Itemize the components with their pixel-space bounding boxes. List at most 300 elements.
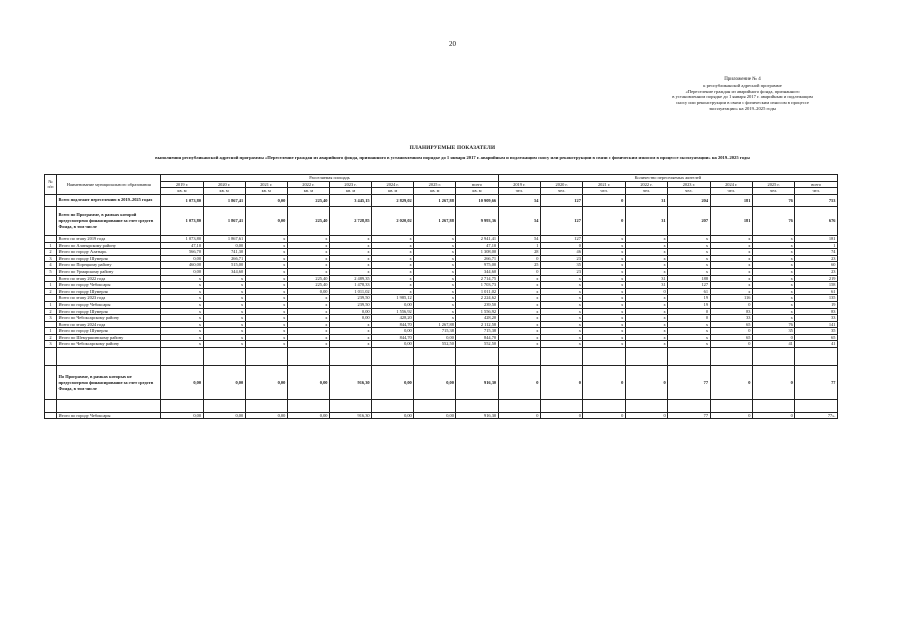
table-cell — [456, 348, 498, 366]
table-cell: х — [203, 275, 245, 282]
appendix-line: «Переселение граждан из аварийного фонда, признанного — [685, 88, 800, 94]
table-row — [45, 288, 838, 295]
table-cell: 0,00 — [203, 242, 245, 249]
table-cell: 2 829,02 — [372, 194, 414, 206]
table-cell: 0,00 — [329, 308, 371, 315]
table-cell: х — [245, 315, 287, 322]
row-number: 2 — [45, 334, 57, 341]
row-name: Итого по городу Чебоксары — [57, 282, 161, 289]
table-cell: 33 — [710, 315, 752, 322]
table-cell: 1 985,12 — [372, 295, 414, 302]
table-cell: х — [372, 235, 414, 242]
table-cell: х — [583, 295, 625, 302]
table-cell: х — [161, 282, 203, 289]
table-cell: х — [287, 249, 329, 256]
row-number — [45, 321, 57, 328]
table-cell — [752, 348, 794, 366]
table-cell: х — [414, 235, 456, 242]
table-cell: 225,40 — [287, 194, 329, 206]
table-cell: х — [583, 315, 625, 322]
table-cell: 0,00 — [161, 412, 203, 419]
table-cell — [541, 400, 583, 412]
table-cell: х — [625, 328, 667, 335]
table-row — [45, 308, 838, 315]
table-cell: 0 — [752, 365, 794, 400]
table-cell: х — [498, 275, 540, 282]
row-name: Итого по городу Чебоксары — [57, 301, 161, 308]
table-cell: 33 — [795, 315, 838, 322]
table-cell — [287, 400, 329, 412]
table-cell: 0,00 — [414, 412, 456, 419]
table-cell: 225,40 — [287, 206, 329, 235]
row-name: Всего по этапу 2019 года — [57, 235, 161, 242]
table-cell: х — [203, 301, 245, 308]
row-number: 3 — [45, 315, 57, 322]
table-cell: 0 — [498, 268, 540, 275]
table-cell: х — [245, 334, 287, 341]
row-name: Всего по Программе, в рамках которой предусмотрено финансирование за счет средств Фонда, в том числе — [57, 206, 161, 235]
table-cell: 266,71 — [203, 255, 245, 262]
table-cell: х — [372, 282, 414, 289]
row-name: Итого по городу Шумерля — [57, 308, 161, 315]
table-cell: х — [583, 268, 625, 275]
table-cell: 0 — [710, 412, 752, 419]
table-cell: х — [541, 315, 583, 322]
table-cell: 428,20 — [456, 315, 498, 322]
table-cell: 181 — [710, 206, 752, 235]
table-cell: 566,70 — [161, 249, 203, 256]
table-cell: 715,38 — [414, 328, 456, 335]
table-cell: х — [710, 262, 752, 269]
table-row — [45, 275, 838, 282]
table-cell: х — [668, 242, 710, 249]
table-cell: х — [541, 295, 583, 302]
table-cell: х — [752, 295, 794, 302]
table-cell: х — [203, 308, 245, 315]
table-cell: 0,00 — [287, 412, 329, 419]
table-cell: 0,00 — [414, 365, 456, 400]
table-cell: х — [583, 308, 625, 315]
table-cell: х — [498, 301, 540, 308]
table-cell: х — [710, 288, 752, 295]
table-cell: х — [203, 328, 245, 335]
table-cell: 77». — [795, 412, 838, 419]
table-cell: х — [541, 321, 583, 328]
table-cell: х — [625, 341, 667, 348]
table-cell: х — [414, 242, 456, 249]
table-cell — [245, 348, 287, 366]
table-cell: х — [668, 235, 710, 242]
table-cell — [795, 348, 838, 366]
table-cell: х — [161, 321, 203, 328]
table-cell: х — [625, 255, 667, 262]
table-cell: х — [583, 301, 625, 308]
table-cell: х — [245, 295, 287, 302]
table-cell: 31 — [625, 206, 667, 235]
table-cell: х — [541, 282, 583, 289]
table-cell: х — [287, 321, 329, 328]
header-unit: кв. м — [203, 188, 245, 195]
table-row — [45, 348, 838, 366]
table-cell: х — [329, 268, 371, 275]
header-people-group: Количество переселяемых жителей — [498, 175, 837, 182]
table-cell — [372, 348, 414, 366]
table-cell: 239,50 — [329, 301, 371, 308]
row-name — [57, 400, 161, 412]
row-number: 1 — [45, 282, 57, 289]
table-cell: х — [625, 315, 667, 322]
table-cell: х — [372, 262, 414, 269]
header-year: всего — [456, 181, 498, 188]
table-row — [45, 315, 838, 322]
table-cell: 1 073,80 — [161, 194, 203, 206]
table-cell: 1 073,80 — [161, 235, 203, 242]
table-cell: 1 867,41 — [203, 206, 245, 235]
table-row — [45, 334, 838, 341]
table-cell: х — [668, 262, 710, 269]
row-name: Всего по этапу 2022 года — [57, 275, 161, 282]
table-cell: 0,00 — [329, 315, 371, 322]
table-cell: х — [245, 275, 287, 282]
table-cell: х — [583, 334, 625, 341]
table-cell: х — [752, 235, 794, 242]
row-number — [45, 206, 57, 235]
table-cell: 204 — [668, 194, 710, 206]
table-cell: 975,00 — [456, 262, 498, 269]
table-cell — [329, 400, 371, 412]
table-cell: 77 — [795, 365, 838, 400]
header-year: 2021 г. — [245, 181, 287, 188]
table-cell — [583, 348, 625, 366]
table-cell: х — [752, 282, 794, 289]
table-cell: 0 — [752, 412, 794, 419]
header-unit: чел. — [752, 188, 794, 195]
table-cell: х — [287, 235, 329, 242]
table-cell: х — [668, 334, 710, 341]
table-cell: 188 — [668, 275, 710, 282]
table-cell — [287, 348, 329, 366]
table-cell — [245, 400, 287, 412]
table-cell: х — [583, 249, 625, 256]
table-cell: х — [245, 328, 287, 335]
table-cell: х — [498, 334, 540, 341]
header-unit: кв. м — [161, 188, 203, 195]
row-name — [57, 348, 161, 366]
row-name: По Программе, в рамках которых не предусмотрено финансирование за счет средств Фонда, в том числе — [57, 365, 161, 400]
table-cell: х — [498, 308, 540, 315]
table-cell: х — [541, 328, 583, 335]
table-cell: 0,00 — [245, 206, 287, 235]
table-cell: х — [203, 315, 245, 322]
table-cell: 65 — [710, 334, 752, 341]
header-year: 2025 г. — [414, 181, 456, 188]
table-cell: 0 — [583, 194, 625, 206]
table-cell: х — [710, 249, 752, 256]
table-cell: 0 — [583, 412, 625, 419]
table-cell: 41 — [752, 341, 794, 348]
table-cell: х — [329, 255, 371, 262]
table-cell: х — [245, 255, 287, 262]
table-cell: х — [625, 334, 667, 341]
table-cell: х — [287, 268, 329, 275]
table-cell: 0,00 — [161, 365, 203, 400]
table-cell: 141 — [795, 321, 838, 328]
header-units-row — [45, 188, 838, 195]
table-cell: х — [161, 308, 203, 315]
table-cell: 0 — [541, 412, 583, 419]
table-row — [45, 249, 838, 256]
table-cell: 916,30 — [456, 365, 498, 400]
table-cell: 0,00 — [414, 334, 456, 341]
table-cell: 1 308,00 — [456, 249, 498, 256]
table-cell: 0 — [498, 412, 540, 419]
table-cell: 35 — [795, 328, 838, 335]
table-cell: х — [498, 328, 540, 335]
row-number — [45, 365, 57, 400]
table-cell: х — [329, 328, 371, 335]
header-unit: кв. м — [456, 188, 498, 195]
table-cell: 0,00 — [161, 255, 203, 262]
table-cell: 83 — [710, 308, 752, 315]
table-cell: х — [710, 282, 752, 289]
table-cell: х — [245, 249, 287, 256]
table-cell: 25 — [498, 262, 540, 269]
table-cell: 344,60 — [456, 268, 498, 275]
table-cell: 239,50 — [329, 295, 371, 302]
table-cell: 460,00 — [161, 262, 203, 269]
document-subtitle: выполнения республиканской адресной программы «Переселение граждан из аварийного фонда, признанного в установленном порядке до 1 января 2017 г. аварийным и подлежащим сносу или реконструкции в связи с физическим износом в процессе эксплуатации» на 2019–2025 годы — [155, 155, 750, 160]
header-year: 2023 г. — [668, 181, 710, 188]
appendix-line: в установленном порядке до 1 января 2017 г. аварийным и подлежащим — [672, 94, 813, 100]
header-year: 2023 г. — [329, 181, 371, 188]
table-cell: 116 — [710, 295, 752, 302]
table-cell: 61 — [795, 288, 838, 295]
table-cell: х — [414, 262, 456, 269]
header-year: 2019 г. — [498, 181, 540, 188]
table-cell — [161, 348, 203, 366]
table-cell — [372, 400, 414, 412]
table-row — [45, 242, 838, 249]
table-cell: х — [245, 308, 287, 315]
table-cell: 916,30 — [329, 412, 371, 419]
table-cell: 1 011,02 — [329, 288, 371, 295]
table-cell: х — [287, 308, 329, 315]
header-unit: чел. — [498, 188, 540, 195]
table-cell: 1 — [498, 242, 540, 249]
table-cell: 207 — [668, 206, 710, 235]
table-cell: х — [625, 321, 667, 328]
table-cell: х — [287, 334, 329, 341]
table-cell: 127 — [541, 206, 583, 235]
table-row — [45, 295, 838, 302]
table-row — [45, 321, 838, 328]
appendix-line: Приложение № 4 — [724, 77, 761, 82]
table-cell: 0 — [668, 308, 710, 315]
table-cell: х — [541, 334, 583, 341]
table-cell: 844,70 — [456, 334, 498, 341]
row-number: 1 — [45, 328, 57, 335]
table-cell: 74 — [795, 249, 838, 256]
table-cell: х — [710, 235, 752, 242]
table-cell: 1 478,33 — [329, 282, 371, 289]
table-cell: х — [161, 341, 203, 348]
header-unit: кв. м — [287, 188, 329, 195]
table-cell: 46 — [541, 249, 583, 256]
table-cell: х — [245, 268, 287, 275]
table-cell: 225,40 — [287, 282, 329, 289]
page-number: 20 — [449, 40, 456, 48]
table-cell: х — [710, 275, 752, 282]
table-row — [45, 262, 838, 269]
table-cell: х — [372, 249, 414, 256]
table-cell: х — [668, 328, 710, 335]
header-year: 2024 г. — [710, 181, 752, 188]
table-cell: 1 267,88 — [414, 194, 456, 206]
table-cell: х — [287, 341, 329, 348]
row-name: Всего по этапу 2024 года — [57, 321, 161, 328]
table-cell: х — [245, 235, 287, 242]
header-unit: чел. — [668, 188, 710, 195]
table-cell: 127 — [541, 235, 583, 242]
table-cell: 1 867,61 — [203, 235, 245, 242]
table-row — [45, 235, 838, 242]
table-cell: 1 073,80 — [161, 206, 203, 235]
table-cell: х — [161, 334, 203, 341]
table-cell: х — [372, 242, 414, 249]
table-cell: х — [287, 328, 329, 335]
table-cell: 0 — [583, 206, 625, 235]
table-cell: х — [583, 255, 625, 262]
header-year: 2019 г. — [161, 181, 203, 188]
table-cell: 10 909,66 — [456, 194, 498, 206]
table-cell: 47,10 — [161, 242, 203, 249]
header-unit: кв. м — [372, 188, 414, 195]
appendix-line: эксплуатации» на 2019–2025 годы — [709, 105, 776, 111]
table-cell: 0 — [583, 365, 625, 400]
table-cell: х — [287, 295, 329, 302]
table-cell: 54 — [498, 206, 540, 235]
table-row — [45, 194, 838, 206]
row-name: Итого по Порецкому району — [57, 262, 161, 269]
table-cell: х — [287, 301, 329, 308]
table-cell: 23 — [795, 255, 838, 262]
row-name: Итого по Чебоксарскому району — [57, 315, 161, 322]
table-cell: 54 — [498, 235, 540, 242]
table-cell: 83 — [795, 308, 838, 315]
table-cell — [161, 400, 203, 412]
table-cell: 3 445,15 — [329, 194, 371, 206]
table-cell: 0 — [498, 255, 540, 262]
table-cell: 428,20 — [372, 315, 414, 322]
table-cell: х — [498, 321, 540, 328]
table-cell: х — [372, 288, 414, 295]
table-cell: 0,00 — [203, 412, 245, 419]
table-cell: 65 — [710, 321, 752, 328]
table-cell: х — [583, 242, 625, 249]
table-cell: х — [541, 341, 583, 348]
table-cell: 0 — [710, 328, 752, 335]
table-cell: 127 — [668, 282, 710, 289]
table-cell: 0 — [710, 341, 752, 348]
table-cell: х — [668, 268, 710, 275]
table-cell — [541, 348, 583, 366]
appendix-line: к республиканской адресной программе — [703, 82, 782, 88]
table-cell: х — [498, 315, 540, 322]
table-cell: х — [287, 242, 329, 249]
table-cell: х — [414, 295, 456, 302]
table-cell: х — [287, 262, 329, 269]
header-unit: кв. м — [329, 188, 371, 195]
table-cell: х — [287, 255, 329, 262]
table-cell: 0,00 — [287, 288, 329, 295]
table-cell: х — [668, 255, 710, 262]
table-cell: 0 — [668, 315, 710, 322]
table-cell: х — [203, 282, 245, 289]
table-cell: х — [710, 255, 752, 262]
table-cell: 47,10 — [456, 242, 498, 249]
table-row — [45, 301, 838, 308]
table-body — [45, 194, 838, 418]
table-cell: 60 — [795, 262, 838, 269]
table-cell: х — [161, 295, 203, 302]
table-cell: 0 — [710, 365, 752, 400]
row-number: 3 — [45, 341, 57, 348]
row-number — [45, 295, 57, 302]
table-row — [45, 206, 838, 235]
table-cell: 0 — [752, 334, 794, 341]
table-cell: 65 — [795, 334, 838, 341]
table-cell: 715,38 — [456, 328, 498, 335]
table-cell: х — [498, 295, 540, 302]
table-cell: х — [161, 288, 203, 295]
row-name: Итого по городу Шумерля — [57, 288, 161, 295]
table-cell: х — [625, 262, 667, 269]
table-cell: х — [752, 301, 794, 308]
header-unit: кв. м — [414, 188, 456, 195]
table-cell — [710, 348, 752, 366]
table-cell: х — [414, 301, 456, 308]
table-cell — [203, 400, 245, 412]
table-cell: 1 703,73 — [456, 282, 498, 289]
table-cell: х — [541, 288, 583, 295]
header-years-row — [45, 181, 838, 188]
row-number: 2 — [45, 249, 57, 256]
row-name: Итого по городу Шумерля — [57, 328, 161, 335]
table-cell: х — [583, 282, 625, 289]
table-cell: х — [414, 288, 456, 295]
table-row — [45, 400, 838, 412]
table-cell: 0,00 — [372, 365, 414, 400]
table-cell: 219 — [795, 275, 838, 282]
table-cell: х — [372, 268, 414, 275]
table-cell: х — [752, 255, 794, 262]
header-unit: чел. — [795, 188, 838, 195]
row-number — [45, 275, 57, 282]
table-cell: 2 020,02 — [372, 206, 414, 235]
table-cell — [414, 400, 456, 412]
table-cell: 23 — [541, 268, 583, 275]
table-cell — [498, 348, 540, 366]
table-cell: 1 — [795, 242, 838, 249]
table-cell: 31 — [625, 194, 667, 206]
header-unit: кв. м — [245, 188, 287, 195]
table-cell: 0,00 — [203, 365, 245, 400]
table-cell: 2 489,35 — [329, 275, 371, 282]
table-cell: 0,00 — [372, 412, 414, 419]
table-cell: х — [498, 341, 540, 348]
table-cell: 0,00 — [245, 365, 287, 400]
table-cell: х — [329, 249, 371, 256]
